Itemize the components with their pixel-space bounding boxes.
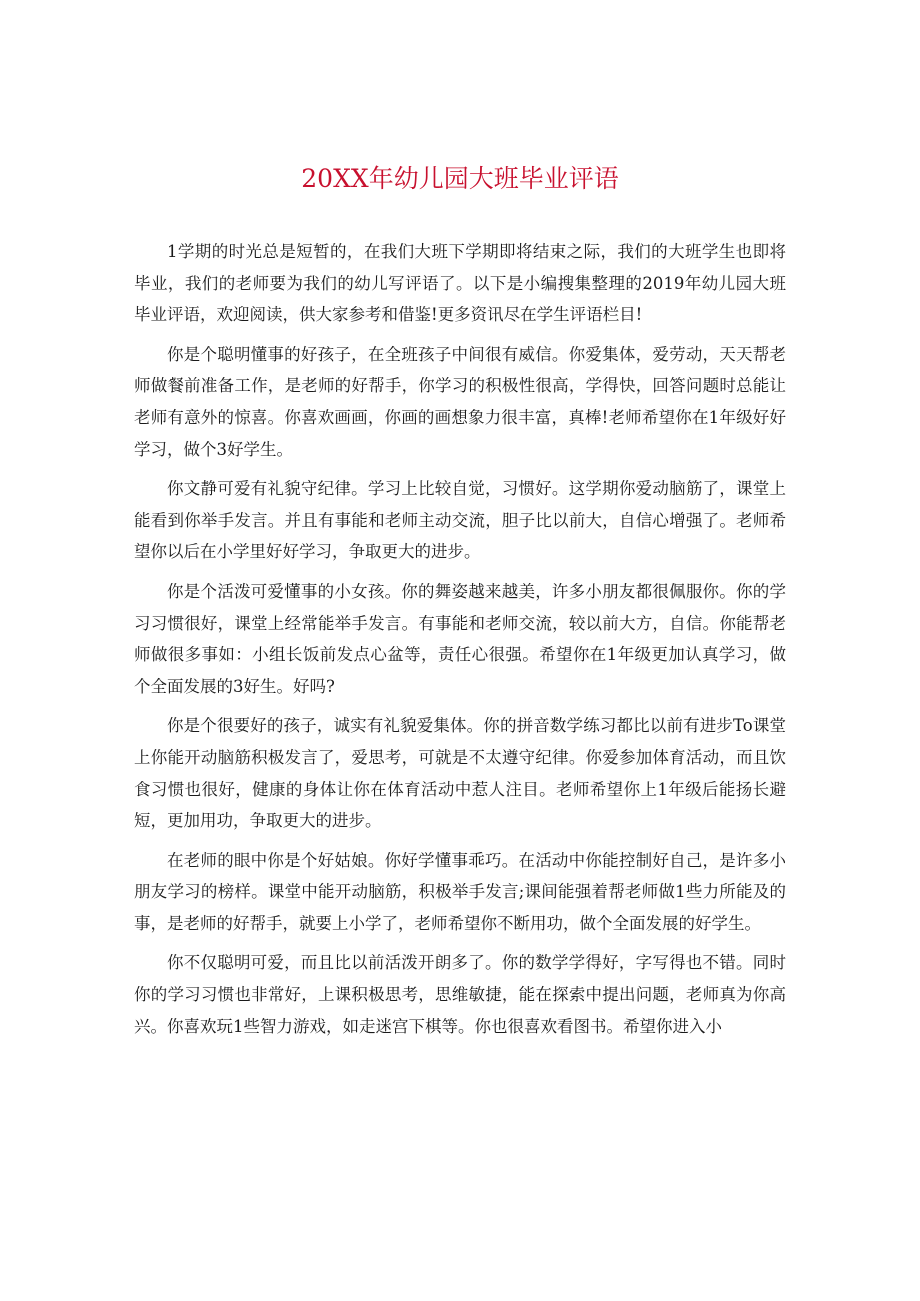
paragraph-comment: 你是个聪明懂事的好孩子，在全班孩子中间很有威信。你爱集体，爱劳动，天天帮老师做餐前准备工作，是老师的好帮手，你学习的积极性很高，学得快，回答问题时总能让老师有意外的惊喜。你喜欢画画，你画的画想象力很丰富，真棒!老师希望你在1年级好好学习，做个3好学生。 [134,344,786,459]
document-title: 20XX年幼儿园大班毕业评语 [301,164,619,193]
paragraph-comment: 在老师的眼中你是个好姑娘。你好学懂事乖巧。在活动中你能控制好自己，是许多小朋友学习的榜样。课堂中能开动脑筋，积极举手发言;课间能强着帮老师做1些力所能及的事，是老师的好帮手，就要上小学了，老师希望你不断用功，做个全面发展的好学生。 [134,850,786,933]
paragraph-intro: 1学期的时光总是短暂的，在我们大班下学期即将结束之际，我们的大班学生也即将毕业，我们的老师要为我们的幼儿写评语了。以下是小编搜集整理的2019年幼儿园大班毕业评语，欢迎阅读，供大家参考和借鉴!更多资讯尽在学生评语栏目! [134,242,786,325]
paragraph-comment: 你是个活泼可爱懂事的小女孩。你的舞姿越来越美，许多小朋友都很佩服你。你的学习习惯很好，课堂上经常能举手发言。有事能和老师交流，较以前大方，自信。你能帮老师做很多事如：小组长饭前发点心盆等，责任心很强。希望你在1年级更加认真学习，做个全面发展的3好生。好吗? [134,581,786,696]
paragraph-comment: 你文静可爱有礼貌守纪律。学习上比较自觉，习惯好。这学期你爱动脑筋了，课堂上能看到你举手发言。并且有事能和老师主动交流，胆子比以前大，自信心增强了。老师希望你以后在小学里好好学习，争取更大的进步。 [134,479,786,562]
paragraph-comment: 你不仅聪明可爱，而且比以前活泼开朗多了。你的数学学得好，字写得也不错。同时你的学习习惯也非常好，上课积极思考，思维敏捷，能在探索中提出问题，老师真为你高兴。你喜欢玩1些智力游戏，如走迷宫下棋等。你也很喜欢看图书。希望你进入小 [134,953,786,1036]
document-body [134,236,786,1050]
paragraph-comment: 你是个很要好的孩子，诚实有礼貌爱集体。你的拼音数学练习都比以前有进步To课堂上你能开动脑筋积极发言了，爱思考，可就是不太遵守纪律。你爱参加体育活动，而且饮食习惯也很好，健康的身体让你在体育活动中惹人注目。老师希望你上1年级后能扬长避短，更加用功，争取更大的进步。 [134,716,786,831]
